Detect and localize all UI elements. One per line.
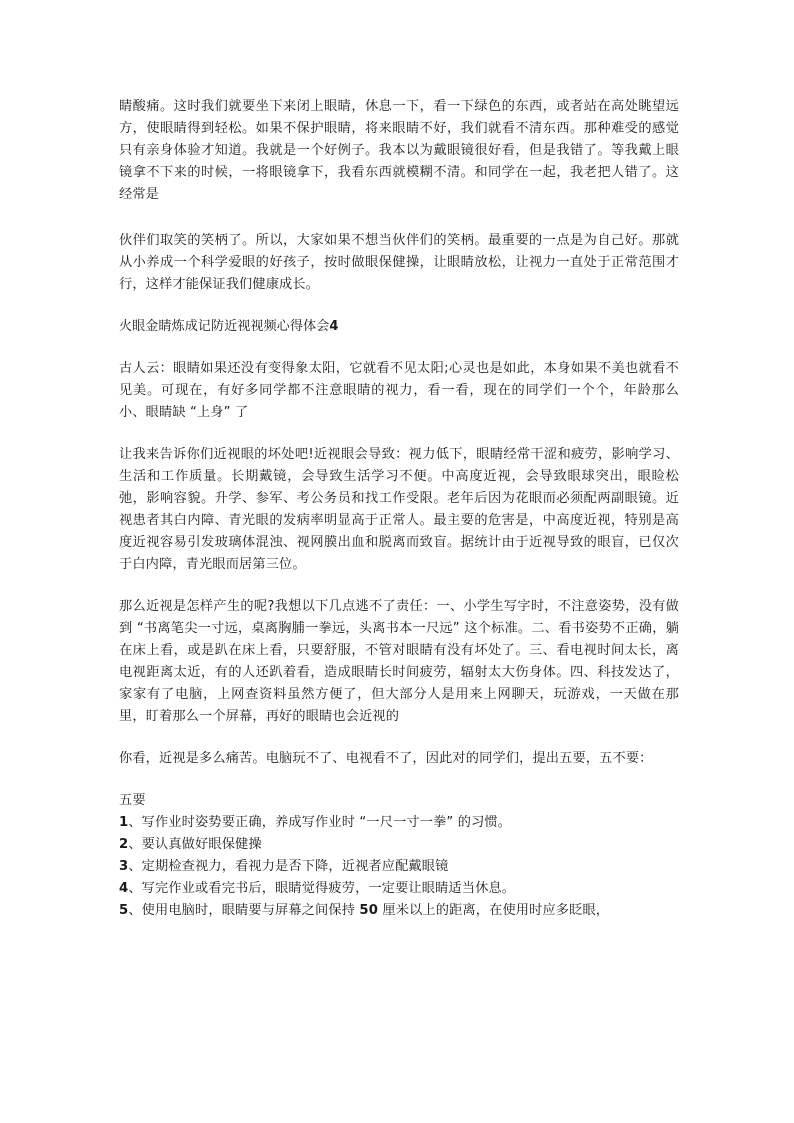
paragraph-five-dos-intro: 你看，近视是多么痛苦。电脑玩不了、电视看不了，因此对的同学们，提出五要，五不要： bbox=[119, 751, 653, 766]
list-item-text: 、要认真做好眼保健操 bbox=[128, 837, 262, 852]
list-item-text: 、写完作业或看完书后，眼睛觉得疲劳，一定要让眼睛适当休息。 bbox=[128, 881, 516, 896]
paragraph-laughingstock: 伙伴们取笑的笑柄了。所以，大家如果不想当伙伴们的笑柄。最重要的一点是为自己好。那就从小养成一个科学爱眼的好孩子，按时做眼保健操，让眼睛放松，让视力一直处于正常范围才行，这样才能保证我们健康成长。 bbox=[119, 233, 679, 292]
list-item-number: 4 bbox=[119, 881, 129, 896]
list-item-2 bbox=[119, 834, 679, 856]
list-item-text: 、使用电脑时，眼睛要与屏幕之间保持 bbox=[128, 903, 360, 918]
section-heading-text: 火眼金睛炼成记防近视视频心得体会 bbox=[119, 319, 330, 334]
document-page bbox=[119, 96, 679, 922]
paragraph-five-dos-title: 五要 bbox=[119, 793, 146, 808]
list-item-4 bbox=[119, 878, 679, 900]
list-item-3 bbox=[119, 856, 679, 878]
list-item-number: 3 bbox=[119, 859, 129, 874]
paragraph-eye-rest: 睛酸痛。这时我们就要坐下来闭上眼睛，休息一下，看一下绿色的东西，或者站在高处眺望远方，使眼睛得到轻松。如果不保护眼睛，将来眼睛不好，我们就看不清东西。那种难受的感觉只有亲身体验才知道。我就是一个好例子。我本以为戴眼镜很好看，但是我错了。等我戴上眼镜拿不下来的时候，一将眼镜拿下，我看东西就模糊不清。和同学在一起，我老把人错了。这经常是 bbox=[119, 99, 679, 202]
list-item-number: 5 bbox=[119, 903, 129, 918]
list-item-distance-number: 50 bbox=[359, 903, 379, 918]
paragraph-ancient-saying: 古人云：眼睛如果还没有变得象太阳，它就看不见太阳;心灵也是如此，本身如果不美也就看不见美。可现在，有好多同学都不注意眼睛的视力，看一看，现在的同学们一个个，年龄那么小、眼睛缺 “上身” 了 bbox=[119, 361, 679, 420]
list-item-text-continued: 厘米以上的距离，在使用时应多眨眼， bbox=[378, 903, 610, 918]
list-item-number: 1 bbox=[119, 815, 129, 830]
list-item-text: 、写作业时姿势要正确，养成写作业时 “一尺一寸一拳” 的习惯。 bbox=[128, 815, 512, 830]
paragraph-myopia-harm: 让我来告诉你们近视眼的坏处吧!近视眼会导致：视力低下，眼睛经常干涩和疲劳，影响学习、生活和工作质量。长期戴镜，会导致生活学习不便。中高度近视，会导致眼球突出，眼睑松弛，影响容貌。升学、参军、考公务员和找工作受限。老年后因为花眼而必须配两副眼镜。近视患者其白内障、青光眼的发病率明显高于正常人。最主要的危害是，中高度近视，特别是高度近视容易引发玻璃体混浊、视网膜出血和脱离而致盲。据统计由于近视导致的眼盲，已仅次于白内障，青光眼而居第三位。 bbox=[119, 447, 679, 572]
section-heading-number: 4 bbox=[329, 319, 339, 334]
list-item-1 bbox=[119, 812, 679, 834]
paragraph-myopia-causes: 那么近视是怎样产生的呢?我想以下几点逃不了责任：一、小学生写字时，不注意姿势，没有做到 “书离笔尖一寸远，桌离胸脯一拳远，头离书本一尺远” 这个标准。二、看书姿势不正确，躺在床上看，或是趴在床上看，只要舒服，不管对眼睛有没有坏处了。三、看电视时间太长，离电视距离太近，有的人还趴着看，造成眼睛长时间疲劳，辐射太大伤身体。四、科技发达了，家家有了电脑，上网查资料虽然方便了，但大部分人是用来上网聊天，玩游戏，一天做在那里，盯着那么一个屏幕，再好的眼睛也会近视的 bbox=[119, 599, 679, 724]
list-item-text: 、定期检查视力，看视力是否下降，近视者应配戴眼镜 bbox=[128, 859, 449, 874]
section-heading bbox=[119, 316, 679, 338]
list-item-number: 2 bbox=[119, 837, 129, 852]
list-item-5 bbox=[119, 900, 679, 922]
